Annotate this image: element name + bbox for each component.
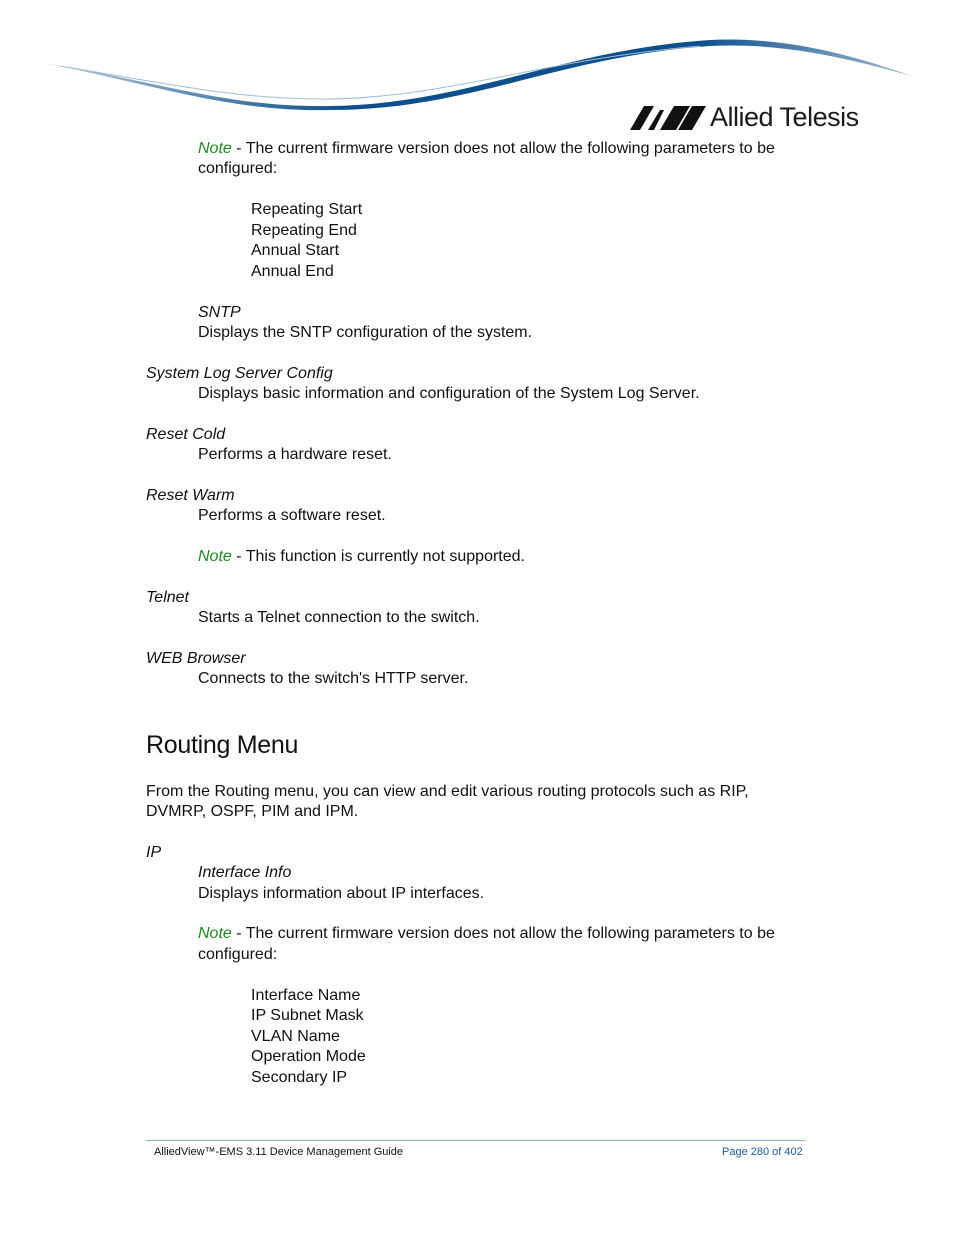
brand-name: Allied Telesis (710, 102, 859, 132)
web-browser-desc: Connects to the switch's HTTP server. (198, 670, 469, 687)
reset-warm-title: Reset Warm (146, 487, 235, 504)
routing-menu-heading: Routing Menu (146, 731, 299, 759)
note-1 (198, 139, 775, 159)
telnet-title: Telnet (146, 589, 189, 606)
reset-warm-desc: Performs a software reset. (198, 507, 386, 524)
note-1-text-cont: configured: (198, 160, 278, 177)
list-item: Operation Mode (251, 1048, 366, 1065)
list-item: Secondary IP (251, 1069, 348, 1086)
list-item: Repeating Start (251, 201, 363, 218)
note-3-text: - The current firmware version does not allow the following parameters to be (231, 925, 775, 942)
note-3-text-cont: configured: (198, 946, 278, 963)
sntp-title: SNTP (198, 304, 241, 321)
web-browser-title: WEB Browser (146, 650, 246, 667)
page-number: Page 280 of 402 (722, 1146, 803, 1158)
interface-info-title: Interface Info (198, 864, 292, 881)
syslog-title: System Log Server Config (146, 365, 333, 382)
note-label: Note (198, 140, 232, 157)
footer-title: AlliedView™-EMS 3.11 Device Management Guide (154, 1146, 404, 1158)
note-label: Note (198, 548, 232, 565)
allied-telesis-logo (630, 100, 870, 136)
list-item: Annual Start (251, 242, 340, 259)
telnet-desc: Starts a Telnet connection to the switch. (198, 609, 480, 626)
note-3 (198, 924, 775, 944)
sntp-desc: Displays the SNTP configuration of the system. (198, 324, 533, 341)
ip-title: IP (146, 844, 162, 861)
list-item: Annual End (251, 263, 334, 280)
note-2 (198, 547, 525, 567)
interface-info-desc: Displays information about IP interfaces. (198, 885, 485, 902)
list-item: IP Subnet Mask (251, 1007, 364, 1024)
list-item: VLAN Name (251, 1028, 340, 1045)
logo-mark-icon (630, 104, 708, 132)
routing-intro-line2: DVMRP, OSPF, PIM and IPM. (146, 803, 359, 820)
syslog-desc: Displays basic information and configuration of the System Log Server. (198, 385, 700, 402)
note-2-text: - This function is currently not supported. (231, 548, 525, 565)
list-item: Repeating End (251, 222, 357, 239)
note-1-text: - The current firmware version does not allow the following parameters to be (231, 140, 775, 157)
note-label: Note (198, 925, 232, 942)
reset-cold-title: Reset Cold (146, 426, 226, 443)
footer-divider (146, 1140, 805, 1141)
routing-intro-line1: From the Routing menu, you can view and edit various routing protocols such as RIP, (146, 783, 749, 800)
list-item: Interface Name (251, 987, 361, 1004)
reset-cold-desc: Performs a hardware reset. (198, 446, 392, 463)
